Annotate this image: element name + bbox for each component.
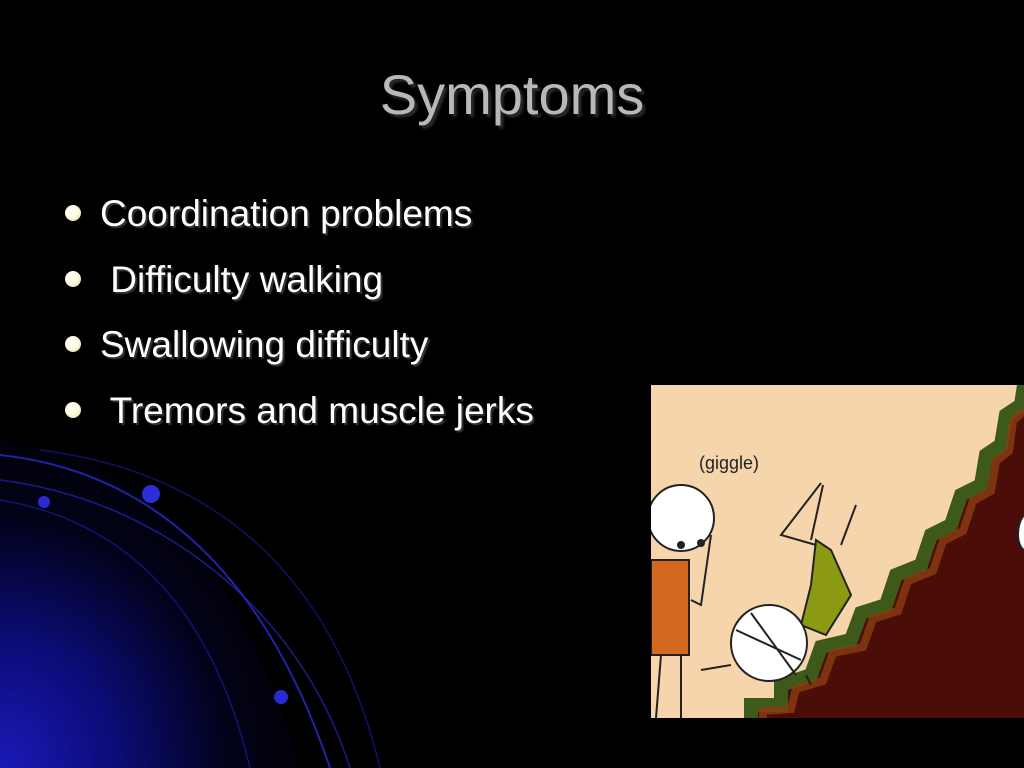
bullet-dot-icon: [65, 205, 81, 221]
list-item-text: Difficulty walking: [100, 258, 384, 300]
giggle-caption: (giggle): [699, 453, 760, 473]
list-item-text: Tremors and muscle jerks: [100, 389, 534, 431]
bullet-dot-icon: [65, 336, 81, 352]
list-item: [62, 385, 534, 451]
list-item-text: Coordination problems: [100, 193, 473, 234]
bullet-dot-icon: [65, 271, 81, 287]
list-item-text: Swallowing difficulty: [100, 324, 429, 365]
list-item: [62, 188, 473, 254]
list-item: [62, 254, 384, 320]
symptom-list: [62, 188, 534, 450]
bullet-dot-icon: [65, 402, 81, 418]
slide-title: Symptoms: [379, 63, 645, 126]
list-item: [62, 319, 429, 385]
stairs-cartoon-illustration: [651, 385, 1024, 718]
